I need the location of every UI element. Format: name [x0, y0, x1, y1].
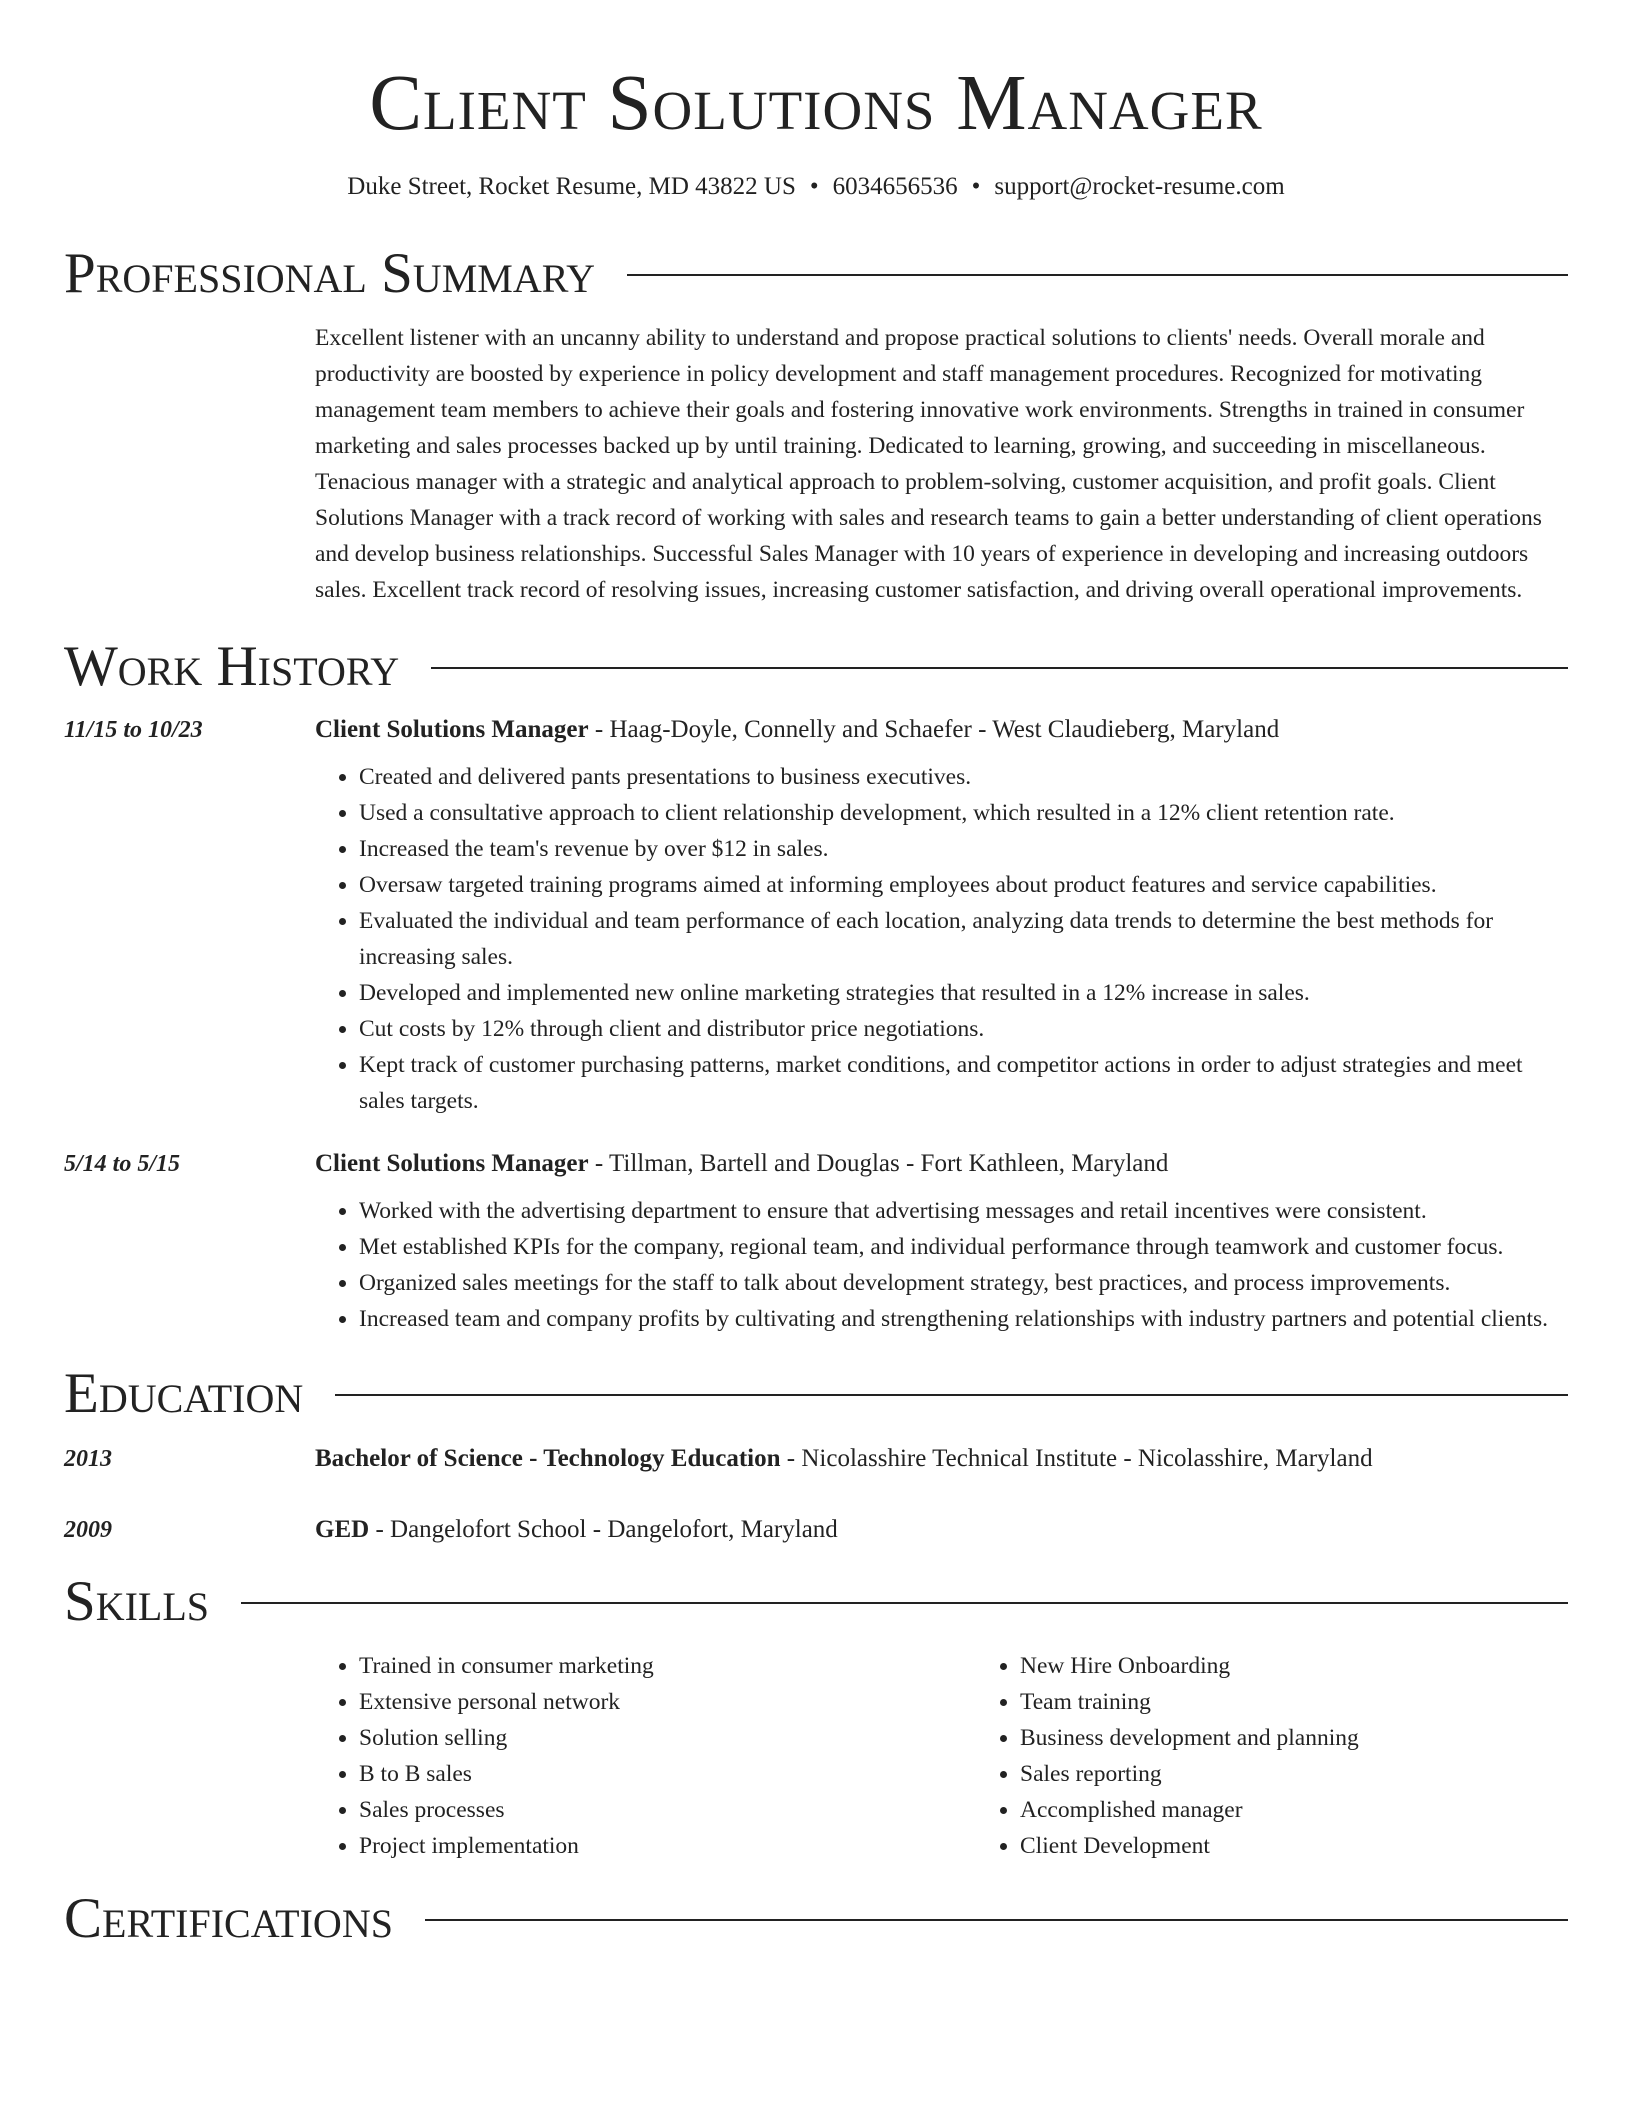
skills-column-right	[976, 1648, 1632, 1864]
job-entry	[64, 715, 1568, 1119]
section-summary-header	[64, 242, 1568, 305]
section-divider	[335, 1394, 1568, 1396]
skill-item: • New Hire Onboarding	[1020, 1648, 1632, 1684]
job-dates: 5/14 to 5/15	[64, 1151, 181, 1177]
list-item: • Created and delivered pants presentations to business executives.	[359, 759, 1568, 795]
job-title-line	[315, 1149, 1568, 1179]
job-bullets	[315, 1193, 1568, 1337]
education-entry	[64, 1515, 1568, 1545]
job-title: Client Solutions Manager	[315, 1150, 589, 1177]
section-heading: Skills	[64, 1570, 210, 1633]
phone: 6034656536	[832, 173, 958, 200]
skill-item: • Client Development	[1020, 1828, 1632, 1864]
spacer	[64, 759, 315, 1119]
separator: •	[971, 173, 981, 200]
skill-item: • Sales processes	[359, 1792, 976, 1828]
list-item: • Oversaw targeted training programs aimed at informing employees about product features and service capabilities.	[359, 867, 1568, 903]
separator: •	[809, 173, 819, 200]
section-divider	[241, 1602, 1568, 1604]
job-title: Client Solutions Manager	[315, 716, 589, 743]
section-heading: Work History	[64, 635, 400, 698]
contact-line	[64, 173, 1568, 201]
list-item: • Worked with the advertising department to ensure that advertising messages and retail incentives were consistent.	[359, 1193, 1568, 1229]
section-skills-header	[64, 1570, 1568, 1633]
job-bullets-row	[64, 1193, 1568, 1337]
skill-item: • Solution selling	[359, 1720, 976, 1756]
section-education-header	[64, 1362, 1568, 1425]
education-year: 2013	[64, 1446, 112, 1472]
degree: Bachelor of Science - Technology Education	[315, 1445, 781, 1472]
education-entry	[64, 1444, 1568, 1474]
section-divider	[425, 1919, 1568, 1921]
job-title-line	[315, 715, 1568, 745]
job-bullets-row	[64, 759, 1568, 1119]
section-heading: Education	[64, 1362, 304, 1425]
education-line	[315, 1444, 1568, 1474]
degree: GED	[315, 1516, 370, 1543]
job-header	[64, 715, 1568, 745]
skill-item: • Accomplished manager	[1020, 1792, 1632, 1828]
job-bullets-col	[315, 1193, 1568, 1337]
skill-item: • Extensive personal network	[359, 1684, 976, 1720]
list-item: • Met established KPIs for the company, regional team, and individual performance through teamwork and customer focus.	[359, 1229, 1568, 1265]
page-title: Client Solutions Manager	[369, 60, 1263, 147]
section-divider	[431, 667, 1568, 669]
skills-list	[315, 1648, 1568, 1864]
section-divider	[627, 274, 1568, 276]
address: Duke Street, Rocket Resume, MD 43822 US	[347, 173, 796, 200]
list-item: • Organized sales meetings for the staff to talk about development strategy, best practices, and process improvements.	[359, 1265, 1568, 1301]
list-item: • Increased team and company profits by cultivating and strengthening relationships with industry partners and potential clients.	[359, 1301, 1568, 1337]
section-heading: Certifications	[64, 1887, 393, 1950]
education-year: 2009	[64, 1517, 112, 1543]
list-item: • Cut costs by 12% through client and distributor price negotiations.	[359, 1011, 1568, 1047]
education-line	[315, 1515, 1568, 1545]
section-certifications-header	[64, 1887, 1568, 1950]
skill-item: • Trained in consumer marketing	[359, 1648, 976, 1684]
job-bullets	[315, 759, 1568, 1119]
job-entry	[64, 1149, 1568, 1337]
list-item: • Increased the team's revenue by over $12 in sales.	[359, 831, 1568, 867]
job-details: - Haag-Doyle, Connelly and Schaefer - West Claudieberg, Maryland	[588, 716, 1280, 743]
skills-column-left	[315, 1648, 976, 1864]
resume-page	[64, 0, 1568, 1950]
list-item: • Kept track of customer purchasing patterns, market conditions, and competitor actions in order to adjust strategies and meet sales targets.	[359, 1047, 1568, 1119]
section-work-header	[64, 635, 1568, 698]
skill-item: • Business development and planning	[1020, 1720, 1632, 1756]
job-details: - Tillman, Bartell and Douglas - Fort Kathleen, Maryland	[588, 1150, 1169, 1177]
skill-item: • Sales reporting	[1020, 1756, 1632, 1792]
education-details: - Nicolasshire Technical Institute - Nicolasshire, Maryland	[780, 1445, 1373, 1472]
job-header	[64, 1149, 1568, 1179]
skill-item: • Project implementation	[359, 1828, 976, 1864]
job-bullets-col	[315, 759, 1568, 1119]
section-heading: Professional Summary	[64, 242, 596, 305]
skill-item: • Team training	[1020, 1684, 1632, 1720]
email: support@rocket-resume.com	[994, 173, 1285, 200]
list-item: • Used a consultative approach to client relationship development, which resulted in a 12% client retention rate.	[359, 795, 1568, 831]
spacer	[64, 1193, 315, 1337]
skill-item: • B to B sales	[359, 1756, 976, 1792]
summary-text: Excellent listener with an uncanny ability to understand and propose practical solutions to clients' needs. Overall morale and productivity are boosted by experience in policy development and staff management procedures. Recognized for motivating management team members to achieve their goals and fostering innovative work environments. Strengths in trained in consumer marketing and sales processes backed up by until training. Dedicated to learning, growing, and succeeding in miscellaneous. Tenacious manager with a strategic and analytical approach to problem-solving, customer acquisition, and profit goals. Client Solutions Manager with a track record of working with sales and research teams to gain a better understanding of client operations and develop business relationships. Successful Sales Manager with 10 years of experience in developing and increasing outdoors sales. Excellent track record of resolving issues, increasing customer satisfaction, and driving overall operational improvements.	[315, 325, 1542, 603]
list-item: • Developed and implemented new online marketing strategies that resulted in a 12% increase in sales.	[359, 975, 1568, 1011]
job-dates: 11/15 to 10/23	[64, 717, 203, 743]
education-details: - Dangelofort School - Dangelofort, Maryland	[369, 1516, 838, 1543]
list-item: • Evaluated the individual and team performance of each location, analyzing data trends to determine the best methods for increasing sales.	[359, 903, 1568, 975]
